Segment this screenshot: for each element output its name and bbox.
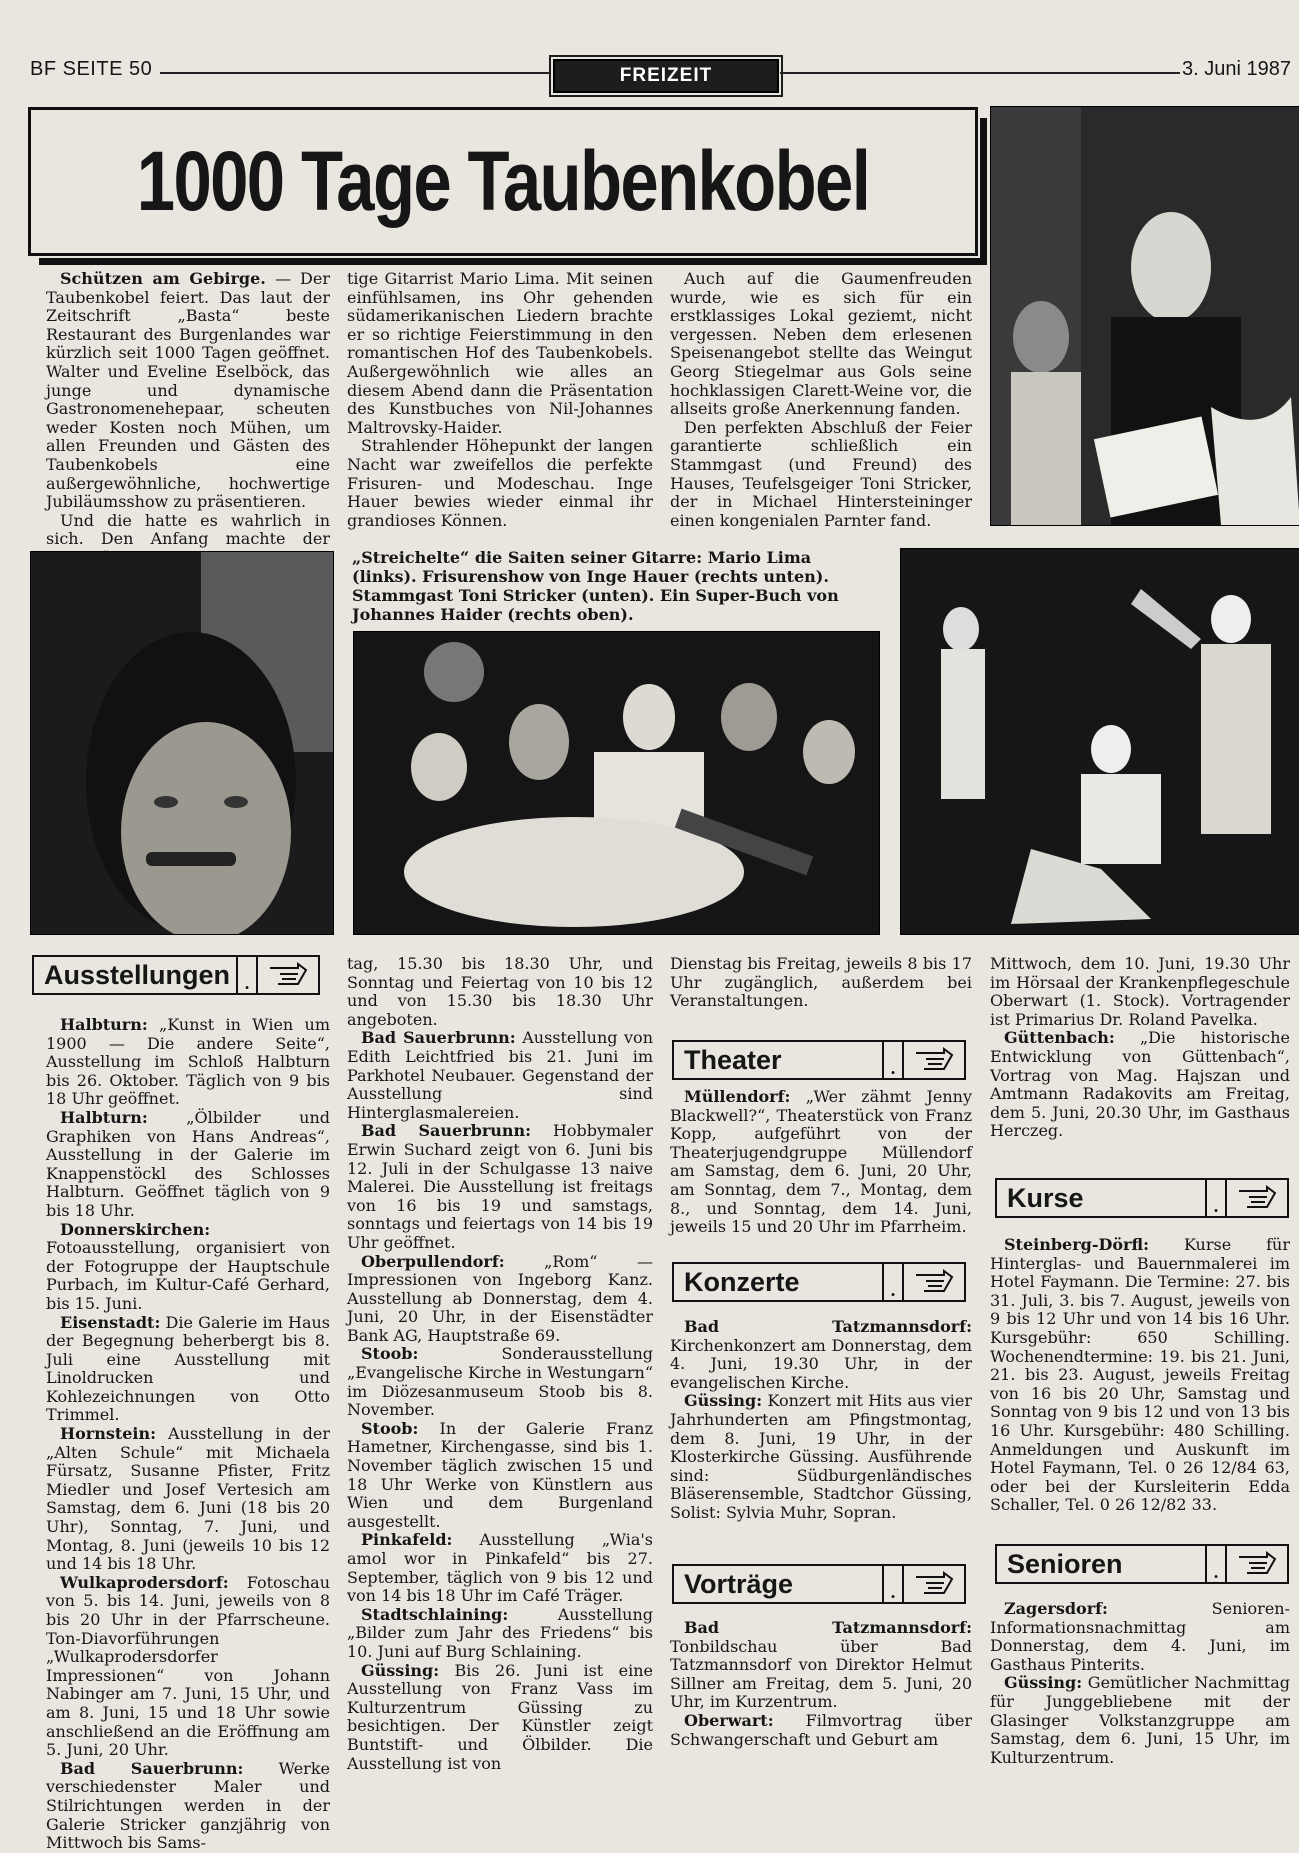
listing-text: Ausstellung in der „Alten Schule“ mit Michaela Fürsatz, Susanne Pfister, Fritz Miedler und Josef Vertesich am Samstag, dem 6. Juni (18 bis 20 Uhr), Sonntag, 7. Juni, und Montag, 8. Juni (jeweils 10 bis 12 und 14 bis 18 Uhr. xyxy=(46,1424,330,1574)
listing-text: „Die historische Entwicklung von Güttenbach“, Vortrag von Mag. Hajszan und Amtmann Radakovits am Freitag, dem 5. Juni, 20.30 Uhr, im Gasthaus Herczeg. xyxy=(990,1028,1290,1141)
listing-text: Fotoausstellung, organisiert von der Fotogruppe der Hauptschule Purbach, im Kultur-Café Gerhard, bis 15. Juni. xyxy=(46,1238,330,1313)
rubric-label: Vorträge xyxy=(684,1568,794,1599)
listing-text: Senioren-Informationsnachmittag am Donnerstag, dem 4. Juni, im Gasthaus Pinterits. xyxy=(990,1599,1290,1674)
rubric-theater xyxy=(672,1040,966,1080)
rubric-kurse xyxy=(995,1178,1289,1218)
listings-column-3 xyxy=(670,955,972,1011)
rubric-label: Theater xyxy=(684,1044,782,1075)
pointing-hand-icon xyxy=(902,1042,964,1078)
listing-text: Kirchenkonzert am Donnerstag, dem 4. Juni, 19.30 Uhr, in der evangelischen Kirche. xyxy=(670,1335,972,1392)
article-paragraph: Strahlender Höhepunkt der langen Nacht war zweifellos die perfekte Frisuren- und Modeschau. Inge Hauer bewies wieder einmal ihr grandioses Können. xyxy=(347,436,653,530)
listing-entry xyxy=(347,1531,653,1605)
listing-place: Hornstein: xyxy=(60,1424,157,1444)
listing-text: Ausstellung von Edith Leichtfried bis 21. Juni im Parkhotel Neubauer. Gegenstand der Ausstellung sind Hinterglasmalereien. xyxy=(347,1028,653,1122)
rubric-vortraege xyxy=(672,1564,966,1604)
listing-text: tag, 15.30 bis 18.30 Uhr, und Sonntag und Feiertag von 10 bis 12 und von 15.30 bis 18.30 Uhr angeboten. xyxy=(347,954,653,1029)
listing-place: Stoob: xyxy=(361,1344,419,1364)
listing-entry xyxy=(46,1425,330,1574)
listing-place: Bad Sauerbrunn: xyxy=(361,1028,516,1048)
listing-entry xyxy=(347,955,653,1029)
listing-place: Güssing: xyxy=(684,1391,763,1411)
listing-place: Güssing: xyxy=(361,1660,440,1680)
listing-entry xyxy=(990,1236,1290,1515)
listing-text: Ausstellung „Bilder zum Jahr des Friedens“ bis 10. Juni auf Burg Schlaining. xyxy=(347,1604,653,1661)
listing-entry xyxy=(46,1016,330,1109)
listing-text: Gemütlicher Nachmittag für Junggebliebene mit der Glasinger Volkstanzgruppe am Samstag, dem 6. Juni, 15 Uhr, im Kulturzentrum. xyxy=(990,1673,1290,1767)
page-number: BF SEITE 50 xyxy=(30,58,153,80)
headline: 1000 Tage Taubenkobel xyxy=(136,134,870,228)
listing-text: Bis 26. Juni ist eine Ausstellung von Franz Vass im Kulturzentrum Güssing zu besichtigen. Der Künstler zeigt Buntstift- und Ölbilder. Die Ausstellung ist von xyxy=(347,1660,653,1773)
listing-entry xyxy=(990,1600,1290,1674)
article-text: — Der Taubenkobel feiert. Das laut der Zeitschrift „Basta“ beste Restaurant des Burgenlandes war kürzlich seit 1000 Tagen geöffnet. Walter und Eveline Eselböck, das junge und dynamische Gastronomenehepaar, scheuten weder Kosten noch Mühen, um allen Freunden und Gästen des Taubenkobels eine außergewöhnliche, hochwertige Jubiläumsshow zu präsentieren. xyxy=(46,269,330,512)
header-rule-right xyxy=(780,72,1180,74)
listing-place: Stoob: xyxy=(361,1418,419,1438)
listing-place: Zagersdorf: xyxy=(1004,1599,1108,1618)
article-paragraph: Den perfekten Abschluß der Feier garantierte schließlich ein Stammgast (und Freund) des Hauses, Teufelsgeiger Toni Stricker, der in Michael Hintersteininger einen kongenialen Parnter fand. xyxy=(670,417,972,530)
listing-entry xyxy=(347,1420,653,1532)
listing-text: Tonbildschau über Bad Tatzmannsdorf von Direktor Helmut Sillner am Freitag, dem 5. Juni, 20 Uhr, im Kurzentrum. xyxy=(670,1636,972,1712)
listing-entry xyxy=(990,955,1290,1029)
article-paragraph: Auch auf die Gaumenfreuden wurde, wie es sich für ein erstklassiges Lokal geziemt, nicht vergessen. Neben dem erlesenen Speisenangebot stellte das Weingut Georg Stiegelmar aus Gols seine hochklassigen Clarett-Weine vor, die allseits große Anerkennung fanden. xyxy=(670,269,972,419)
article-column-2 xyxy=(347,270,653,530)
photo-mario-lima-image xyxy=(31,552,333,934)
article-column-1 xyxy=(46,270,330,568)
listing-place: Eisenstadt: xyxy=(60,1312,161,1332)
kurse-listings xyxy=(990,1236,1290,1515)
listing-entry xyxy=(347,1253,653,1346)
photo-mario-lima xyxy=(30,551,334,935)
dot-icon: . xyxy=(1205,1546,1225,1582)
listing-entry xyxy=(990,1029,1290,1141)
listing-text: In der Galerie Franz Hametner, Kirchengasse, sind bis 1. November täglich zwischen 15 und 18 Uhr Werke von Künstlern aus Wien und dem Burgenland ausgestellt. xyxy=(347,1418,653,1531)
listing-text: Werke verschiedenster Maler und Stilrichtungen werden in der Galerie Stricker ganzjährig von Mittwoch bis Sams- xyxy=(46,1758,330,1853)
listing-entry xyxy=(990,1674,1290,1767)
article-text: Und die hatte es wahrlich in sich. Den Anfang machte der xyxy=(46,510,330,549)
listing-place: Pinkafeld: xyxy=(361,1530,453,1550)
listing-entry xyxy=(347,1122,653,1252)
listing-entry xyxy=(46,1314,330,1426)
listing-text: Sonderausstellung „Evangelische Kirche in Westungarn“ im Diözesanmuseum Stoob bis 8. November. xyxy=(347,1344,653,1420)
listings-column-1 xyxy=(46,1016,330,1853)
rubric-label: Konzerte xyxy=(684,1266,800,1297)
dot-icon: . xyxy=(1205,1180,1225,1216)
rubric-label: Kurse xyxy=(1007,1182,1084,1213)
listing-text: „Kunst in Wien um 1900 — Die andere Seite“, Ausstellung im Schloß Halbturn bis 26. Oktober. Täglich von 9 bis 18 Uhr geöffnet. xyxy=(46,1015,330,1109)
listing-place: Bad Sauerbrunn: xyxy=(361,1121,532,1141)
rubric-konzerte xyxy=(672,1262,966,1302)
listing-text: Fotoschau von 5. bis 14. Juni, jeweils von 8 bis 20 Uhr in der Pfarrscheune. Ton-Diavorführungen „Wulkaprodersdorfer Impressionen“ von Johann Nabinger am 7. Juni, 15 Uhr, und am 8. Juni, 15 und 18 Uhr sowie anschließend an die Eröffnung am 5. Juni, 20 Uhr. xyxy=(46,1572,330,1760)
rubric-senioren xyxy=(995,1544,1289,1584)
dot-icon: . xyxy=(882,1264,902,1300)
konzerte-listings xyxy=(670,1318,972,1523)
listing-entry xyxy=(46,1760,330,1853)
listing-place: Bad Tatzmannsdorf: xyxy=(684,1618,972,1637)
listing-text: Ausstellung „Wia's amol wor in Pinkafeld“ bis 27. September, täglich von 9 bis 12 und von 14 bis 18 Uhr im Café Träger. xyxy=(347,1530,653,1606)
listing-entry xyxy=(670,1712,972,1749)
photo-hair-show-image xyxy=(901,549,1299,934)
listing-text: Filmvortrag über Schwangerschaft und Geburt am xyxy=(670,1710,972,1749)
listing-place: Güssing: xyxy=(1004,1673,1083,1693)
listing-place: Steinberg-Dörfl: xyxy=(1004,1235,1149,1254)
listing-entry xyxy=(670,1088,972,1237)
article-paragraph: tige Gitarrist Mario Lima. Mit seinen einfühlsamen, ins Ohr gehenden südamerikanischen Liedern brachte er so richtige Feierstimmung in den romantischen Hof des Taubenkobels. Außergewöhnlich wie alles an diesem Abend dann die Präsentation des Kunstbuches von Nil-Johannes Maltrovsky-Haider. xyxy=(347,269,653,437)
listing-text: „Ölbilder und Graphiken von Hans Andreas“, Ausstellung in der Galerie im Knappenstöckl des Schlosses Halbturn. Geöffnet täglich von 9 bis 18 Uhr. xyxy=(46,1107,330,1220)
listing-entry xyxy=(347,1662,653,1774)
listing-entry xyxy=(46,1221,330,1314)
rubric-label: Ausstellungen xyxy=(44,959,231,990)
listing-entry xyxy=(347,1345,653,1419)
issue-date: 3. Juni 1987 xyxy=(1182,58,1291,80)
listing-place: Güttenbach: xyxy=(1004,1028,1115,1048)
listing-place: Donnerskirchen: xyxy=(60,1219,211,1239)
header-rule-left xyxy=(160,72,550,74)
listing-place: Stadtschlaining: xyxy=(361,1604,509,1624)
article-column-3 xyxy=(670,270,972,530)
photo-book-presentation xyxy=(990,106,1299,526)
pointing-hand-icon xyxy=(1225,1180,1287,1216)
photo-guitar-evening xyxy=(353,631,880,935)
listings-column-2 xyxy=(347,955,653,1773)
photo-caption: „Streichelte“ die Saiten seiner Gitarre: Mario Lima (links). Frisurenshow von Inge Hauer (rechts unten). Stammgast Toni Stricker (unten). Ein Super-Buch von Johannes Haider (rechts oben). xyxy=(352,548,839,624)
listing-entry xyxy=(347,1606,653,1662)
listing-text: „Wer zähmt Jenny Blackwell?“, Theaterstück von Franz Kopp, aufgeführt von der Theaterjugendgruppe Müllendorf am Samstag, dem 6. Juni, 20 Uhr, am Sonntag, dem 7., Montag, dem 8., und Sonntag, dem 14. Juni, jeweils 15 und 20 Uhr im Pfarrheim. xyxy=(670,1087,972,1237)
listing-text: Mittwoch, dem 10. Juni, 19.30 Uhr im Hörsaal der Krankenpflegeschule Oberwart (1. Stock). Vortragender ist Primarius Dr. Roland Pavelka. xyxy=(990,954,1290,1029)
dot-icon: . xyxy=(236,957,256,993)
listing-text: Die Galerie im Haus der Begegnung beherbergt bis 8. Juli eine Ausstellung mit Linoldrucken und Kohlezeichnungen von Otto Trimmel. xyxy=(46,1312,330,1425)
listings-column-4 xyxy=(990,955,1290,1141)
dateline: Schützen am Gebirge. xyxy=(60,269,266,288)
listing-entry xyxy=(46,1574,330,1760)
listing-entry xyxy=(670,1392,972,1522)
pointing-hand-icon xyxy=(902,1566,964,1602)
section-badge: FREIZEIT xyxy=(553,59,779,93)
dot-icon: . xyxy=(882,1566,902,1602)
headline-box xyxy=(28,107,978,256)
vortraege-listings xyxy=(670,1619,972,1749)
listing-text: Kurse für Hinterglas- und Bauernmalerei im Hotel Faymann. Die Termine: 27. bis 31. Juli, 3. bis 7. August, jeweils von 9 bis 12 Uhr und von 14 bis 16 Uhr. Kursgebühr: 650 Schilling. Wochenendtermine: 19. bis 21. Juni, 21. bis 23. August, jeweils Freitag von 16 bis 20 Uhr, Samstag und Sonntag von 9 bis 12 und von 13 bis 16 Uhr. Kursgebühr: 480 Schilling. Anmeldungen und Auskunft im Hotel Faymann, Tel. 0 26 12/84 63, oder bei der Kursleiterin Edda Schaller, Tel. 0 26 12/82 33. xyxy=(990,1235,1290,1515)
photo-book-presentation-image xyxy=(991,107,1299,525)
listing-place: Halbturn: xyxy=(60,1107,148,1127)
rubric-label: Senioren xyxy=(1007,1548,1123,1579)
listing-entry: Dienstag bis Freitag, jeweils 8 bis 17 Uhr zugänglich, außerdem bei Veranstaltungen. xyxy=(670,954,972,1011)
listing-text: Hobbymaler Erwin Suchard zeigt von 6. Juni bis 12. Juli in der Schulgasse 13 naive Malerei. Die Ausstellung ist freitags von 16 bis 19 und samstags, sonntags und feiertags von 14 bis 19 Uhr geöffnet. xyxy=(347,1121,653,1252)
listing-place: Wulkaprodersdorf: xyxy=(60,1572,229,1592)
pointing-hand-icon xyxy=(1225,1546,1287,1582)
photo-guitar-evening-image xyxy=(354,632,879,934)
dot-icon: . xyxy=(882,1042,902,1078)
listing-text: Konzert mit Hits aus vier Jahrhunderten am Pfingstmontag, dem 8. Juni, 19 Uhr, in der Klosterkirche Güssing. Ausführende sind: Südburgenländisches Bläserensemble, Stadtchor Güssing, Solist: Sylvia Muhr, Sopran. xyxy=(670,1391,972,1522)
listing-entry xyxy=(670,1619,972,1712)
listing-place: Bad Tatzmannsdorf: xyxy=(684,1317,972,1336)
senioren-listings xyxy=(990,1600,1290,1767)
listing-place: Bad Sauerbrunn: xyxy=(60,1758,244,1778)
listing-text: „Rom“ — Impressionen von Ingeborg Kanz. Ausstellung ab Donnerstag, dem 4. Juni, 20 Uhr, in der Eisenstädter Bank AG, Hauptstraße 69. xyxy=(347,1251,653,1345)
pointing-hand-icon xyxy=(902,1264,964,1300)
theater-listings xyxy=(670,1088,972,1237)
listing-place: Halbturn: xyxy=(60,1015,148,1034)
pointing-hand-icon xyxy=(256,957,318,993)
photo-hair-show xyxy=(900,548,1299,935)
listing-entry xyxy=(46,1109,330,1221)
listing-place: Müllendorf: xyxy=(684,1087,791,1106)
listing-place: Oberpullendorf: xyxy=(361,1251,505,1271)
rubric-ausstellungen xyxy=(32,955,320,995)
article-paragraph xyxy=(46,270,330,512)
listing-entry xyxy=(670,1318,972,1392)
listing-place: Oberwart: xyxy=(684,1710,774,1730)
listing-entry xyxy=(347,1029,653,1122)
